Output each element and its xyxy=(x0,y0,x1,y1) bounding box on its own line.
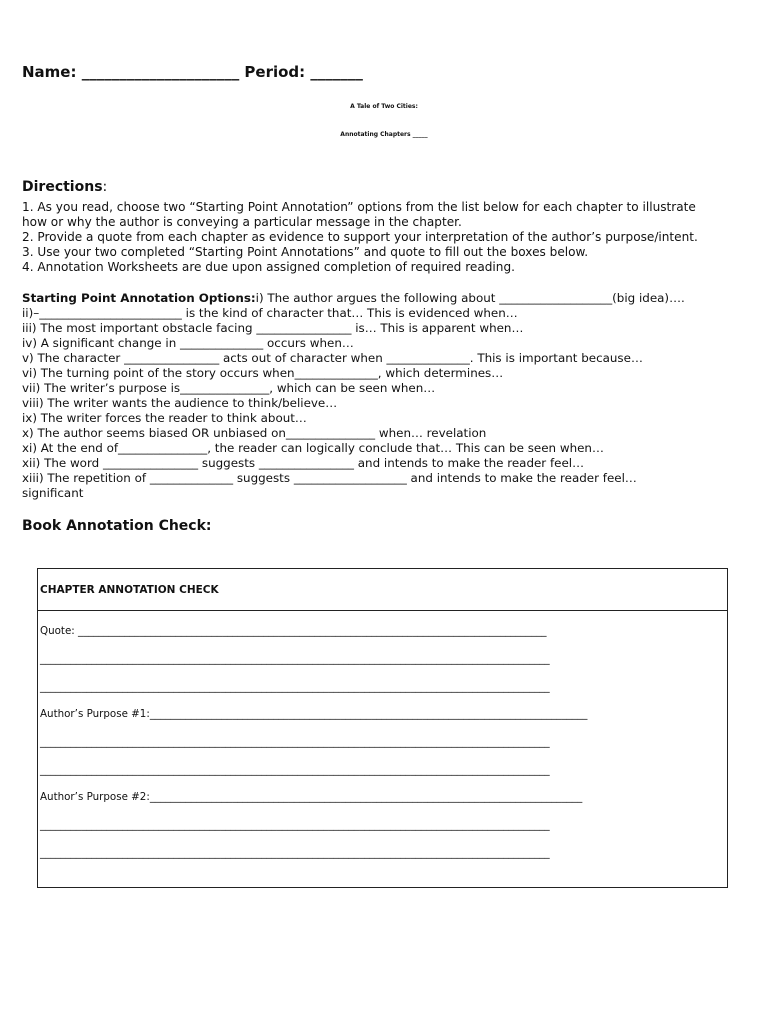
options-heading: Starting Point Annotation Options: xyxy=(22,291,256,305)
direction-item: 4. Annotation Worksheets are due upon assigned completion of required reading. xyxy=(22,260,515,274)
option-item: viii) The writer wants the audience to think/believe… xyxy=(22,396,338,410)
option-item: iii) The most important obstacle facing ________________ is… This is apparent when… xyxy=(22,321,524,335)
direction-item: how or why the author is conveying a particular message in the chapter. xyxy=(22,215,462,229)
option-item: vii) The writer’s purpose is_______________, which can be seen when… xyxy=(22,381,436,395)
option-item: vi) The turning point of the story occurs when______________, which determines… xyxy=(22,366,504,380)
authors-purpose-1-line[interactable]: Author’s Purpose #1:_____________________________________________________________________________________ xyxy=(40,708,588,720)
option-item: ii)–________________________ is the kind of character that… This is evidenced when… xyxy=(22,306,518,320)
answer-line[interactable]: ___________________________________________________________________________________________________ xyxy=(40,847,550,859)
option-item: ix) The writer forces the reader to think about… xyxy=(22,411,307,425)
option-item: xii) The word ________________ suggests ________________ and intends to make the reader feel… xyxy=(22,456,584,470)
answer-line[interactable]: ___________________________________________________________________________________________________ xyxy=(40,819,550,831)
direction-item: 3. Use your two completed “Starting Point Annotations” and quote to fill out the boxes below. xyxy=(22,245,589,259)
answer-line[interactable]: ___________________________________________________________________________________________________ xyxy=(40,653,550,665)
chapter-annotation-box xyxy=(37,568,728,888)
directions-colon: : xyxy=(102,179,108,195)
name-period-line[interactable]: Name: _____________________ Period: _______ xyxy=(22,63,363,81)
book-annotation-check-heading: Book Annotation Check: xyxy=(22,518,212,534)
chapter-annotation-box-header xyxy=(38,569,727,611)
option-item: x) The author seems biased OR unbiased on_______________ when… revelation xyxy=(22,426,487,440)
option-item: significant xyxy=(22,486,84,500)
answer-line[interactable]: ___________________________________________________________________________________________________ xyxy=(40,764,550,776)
chapter-annotation-box-title: CHAPTER ANNOTATION CHECK xyxy=(40,584,219,596)
option-item: xiii) The repetition of ______________ suggests ___________________ and intends to make the reader feel… xyxy=(22,471,637,485)
options-first-line xyxy=(22,291,685,306)
direction-item: 2. Provide a quote from each chapter as evidence to support your interpretation of the author’s purpose/intent. xyxy=(22,230,698,244)
quote-line[interactable]: Quote: ___________________________________________________________________________________________ xyxy=(40,625,547,637)
authors-purpose-2-line[interactable]: Author’s Purpose #2:____________________________________________________________________________________ xyxy=(40,791,583,803)
directions-heading xyxy=(22,179,107,195)
worksheet-title: A Tale of Two Cities: xyxy=(350,103,418,110)
option-item: i) The author argues the following about ___________________(big idea)…. xyxy=(255,291,685,305)
directions-heading-text: Directions xyxy=(22,179,103,195)
answer-line[interactable]: ___________________________________________________________________________________________________ xyxy=(40,681,550,693)
option-item: iv) A significant change in ______________ occurs when… xyxy=(22,336,354,350)
worksheet-subtitle: Annotating Chapters _____ xyxy=(340,131,428,138)
answer-line[interactable]: ___________________________________________________________________________________________________ xyxy=(40,736,550,748)
direction-item: 1. As you read, choose two “Starting Point Annotation” options from the list below for each chapter to illustrate xyxy=(22,200,696,214)
option-item: v) The character ________________ acts out of character when ______________. This is important because… xyxy=(22,351,643,365)
option-item: xi) At the end of_______________, the reader can logically conclude that… This can be seen when… xyxy=(22,441,604,455)
